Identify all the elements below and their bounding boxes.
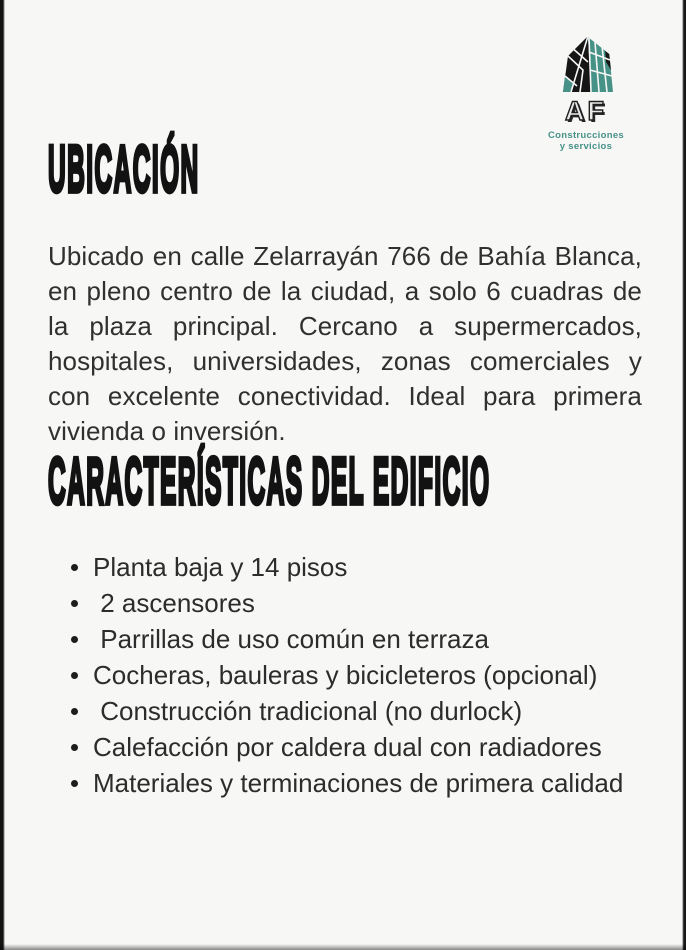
features-list <box>48 549 642 801</box>
logo-monogram: AF <box>565 96 607 126</box>
flyer-content <box>48 0 642 801</box>
logo-tagline-line1: Construcciones <box>548 130 624 141</box>
feature-item: Construcción tradicional (no durlock) <box>48 693 642 729</box>
feature-item: Cocheras, bauleras y bicicleteros (opcional) <box>48 657 642 693</box>
location-paragraph: Ubicado en calle Zelarrayán 766 de Bahía Blanca, en pleno centro de la ciudad, a solo 6 cuadras de la plaza principal. Cercano a supermercados, hospitales, universidades, zonas comerciales y con excelente conectividad. Ideal para primera vivienda o inversión. <box>48 241 642 446</box>
section-features <box>48 444 642 519</box>
page-edge-right <box>682 0 686 950</box>
features-heading: CARACTERÍSTICAS DEL EDIFICIO <box>48 444 491 519</box>
logo-tagline-line2: y servicios <box>559 141 613 152</box>
feature-item: 2 ascensores <box>48 585 642 621</box>
location-heading: UBICACIÓN <box>48 132 200 207</box>
feature-item: Materiales y terminaciones de primera calidad <box>48 765 642 801</box>
page-edge-left <box>0 0 5 950</box>
feature-item: Calefacción por caldera dual con radiadores <box>48 729 642 765</box>
feature-item: Planta baja y 14 pisos <box>48 549 642 585</box>
page-edge-bottom <box>0 944 686 950</box>
feature-item: Parrillas de uso común en terraza <box>48 621 642 657</box>
